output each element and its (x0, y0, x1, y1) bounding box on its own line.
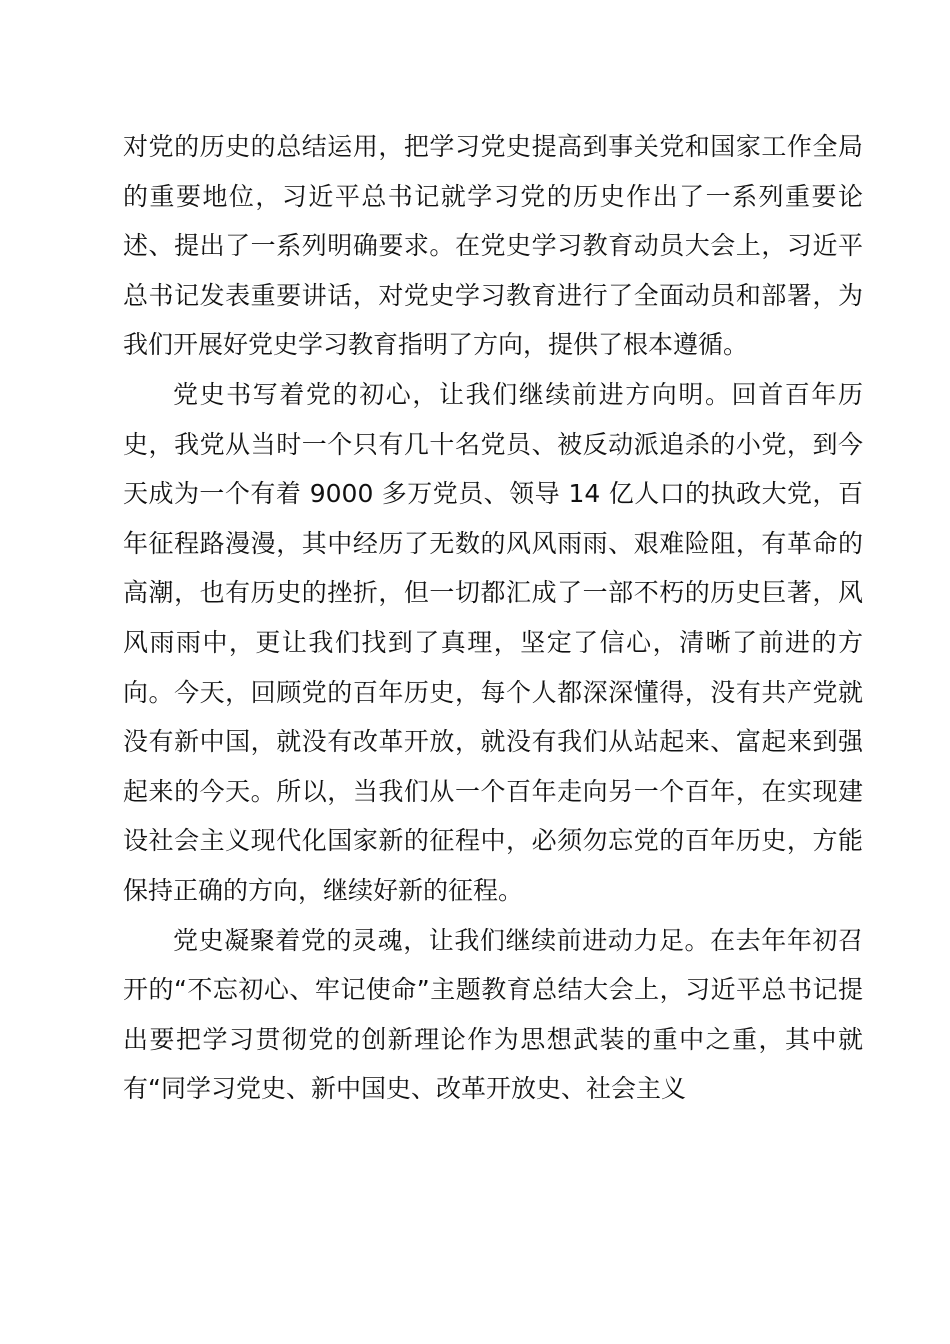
paragraph-2: 党史书写着党的初心，让我们继续前进方向明。回首百年历史，我党从当时一个只有几十名党员、被反动派追杀的小党，到今天成为一个有着 9000 多万党员、领导 14 亿人口的执政大党，百年征程路漫漫，其中经历了无数的风风雨雨、艰难险阻，有革命的高潮，也有历史的挫折，但一切都汇成了一部不朽的历史巨著，风风雨雨中，更让我们找到了真理，坚定了信心，清晰了前进的方向。今天，回顾党的百年历史，每个人都深深懂得，没有共产党就没有新中国，就没有改革开放，就没有我们从站起来、富起来到强起来的今天。所以，当我们从一个百年走向另一个百年，在实现建设社会主义现代化国家新的征程中，必须勿忘党的百年历史，方能保持正确的方向，继续好新的征程。 (123, 379, 863, 905)
paragraph-1: 对党的历史的总结运用，把学习党史提高到事关党和国家工作全局的重要地位，习近平总书记就学习党的历史作出了一系列重要论述、提出了一系列明确要求。在党史学习教育动员大会上，习近平总书记发表重要讲话，对党史学习教育进行了全面动员和部署，为我们开展好党史学习教育指明了方向，提供了根本遵循。 (123, 132, 863, 360)
paragraph-3: 党史凝聚着党的灵魂，让我们继续前进动力足。在去年年初召开的“不忘初心、牢记使命”主题教育总结大会上，习近平总书记提出要把学习贯彻党的创新理论作为思想武装的重中之重，其中就有“同学习党史、新中国史、改革开放史、社会主义 (123, 925, 863, 1104)
document-body (123, 122, 863, 1114)
